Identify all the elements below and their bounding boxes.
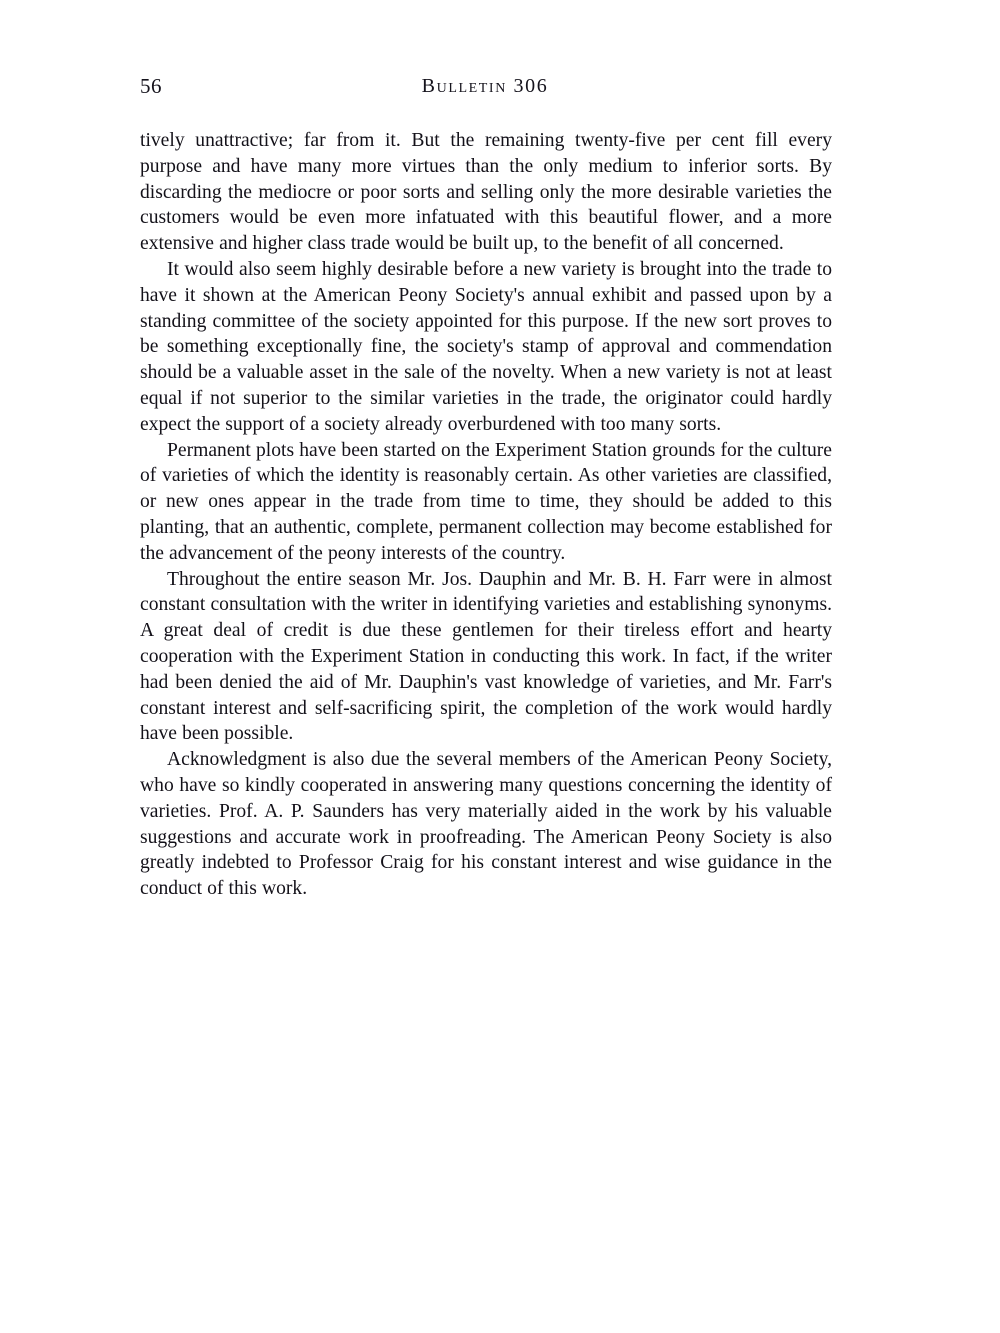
paragraph: tively unattractive; far from it. But the remaining twenty-five per cent fill every purpose and have many more virtues than the only medium to inferior sorts. By discarding the mediocre or poor sorts and selling only the more desirable varieties the customers would be even more infatuated with this beautiful flower, and a more extensive and higher class trade would be built up, to the benefit of all concerned.	[140, 130, 832, 255]
page-number: 56	[140, 74, 162, 98]
body-text-block	[140, 128, 832, 902]
running-head	[140, 70, 830, 102]
paragraph: Permanent plots have been started on the Experiment Station grounds for the culture of varieties of which the identity is reasonably certain. As other varieties are classified, or new ones appear in the trade from time to time, they should be added to this planting, that an authentic, complete, permanent collection may become established for the advancement of the peony interests of the country.	[140, 439, 832, 564]
paragraph: Acknowledgment is also due the several members of the American Peony Society, who have so kindly cooperated in answering many questions concerning the identity of varieties. Prof. A. P. Saunders has very materially aided in the work by his valuable suggestions and accurate work in proofreading. The American Peony Society is also greatly indebted to Professor Craig for his constant interest and wise guidance in the conduct of this work.	[140, 749, 832, 900]
paragraph: Throughout the entire season Mr. Jos. Dauphin and Mr. B. H. Farr were in almost constant consultation with the writer in identifying varieties and establishing synonyms. A great deal of credit is due these gentlemen for their tireless effort and hearty cooperation with the Experiment Station in conducting this work. In fact, if the writer had been denied the aid of Mr. Dauphin's vast knowledge of varieties, and Mr. Farr's constant interest and self-sacrificing spirit, the completion of the work would hardly have been possible.	[140, 568, 832, 745]
paragraph: It would also seem highly desirable before a new variety is brought into the trade to have it shown at the American Peony Society's annual exhibit and passed upon by a standing committee of the society appointed for this purpose. If the new sort proves to be something exceptionally fine, the society's stamp of approval and commendation should be a valuable asset in the sale of the novelty. When a new variety is not at least equal if not superior to the similar varieties in the trade, the originator could hardly expect the support of a society already overburdened with too many sorts.	[140, 258, 832, 435]
running-head-title: Bulletin 306	[421, 75, 549, 97]
